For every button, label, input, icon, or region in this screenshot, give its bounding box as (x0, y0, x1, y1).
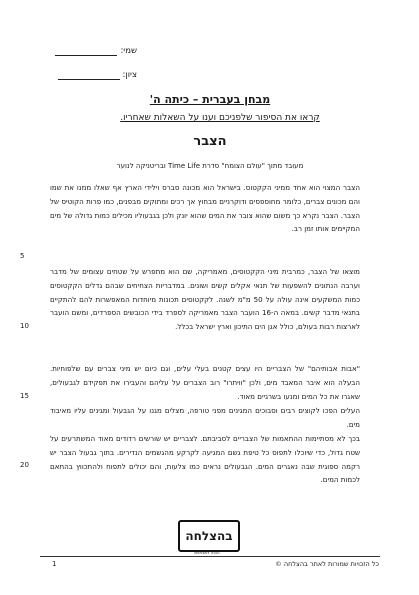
grade-label: ציון: (122, 70, 137, 80)
grade-line[interactable] (58, 71, 120, 80)
paragraph-2: מוצאו של הצבר, כמרבית מיני הקקטוסים, מאמריקה, שם הוא מתפרש על שטחים עצומים של מדבר וערבה הנתונים להשפעות של תנאי אקלים קשים ושונים. במדבריות הצחיחים שבהם גדלים הקקטוסים כמות המשקעים אינה עולה על 50 מ"מ לשנה. לקקטוסים תכונות מיוחדות המאפשרות להם להתקיים בתנאי מדבר קשים. במאה ה-16 הועבר הצבר מאמריקה לספרד בידי הכובשים הספרדים, ומשם הועבר לארצות רבות בעולם, כולל אגן הים התיכון וארץ ישראל בכלל. (50, 267, 361, 332)
instruction: קראו את הסיפור שלפניכם וענו על השאלות שאחריו. (120, 113, 320, 123)
name-field (55, 46, 137, 56)
line-number: 10 (20, 322, 29, 330)
paragraph-4: העלים הפכו לקוצים רבים וסבוכים המגינים מפני טורפה, מצלים מגנו על הגבעול ומגינים עליו מאיבוד מים. (50, 406, 360, 429)
paragraph-1: הצבר המצוי הוא אחד ממיני הקקטוס. בישראל הוא מכונה סברס וילידי הארץ אף שאלו ממנו את שמו והם מכונים צברים, כלומר מחוספסים ודוקרניים מבחוץ אך רכים ומתוקים מבפנים, כמו פרות הקוטיס של הצבר. הצבר נקרא כך משום שהוא צובר את המים שהוא יונק ולכן בגבעוליו מכילים כמות גדולה של מים המקיימים אותו זמן רב. (50, 183, 360, 234)
story-title: הצבר (193, 134, 227, 149)
paragraph-3: "אבות אבותיהם" של הצבריים היו עצים קטנים בעלי עלים, וגם כיום יש מיני צברים עם שלפוחיות. הבעלה הוא איבר המאבד מים, ולכן "וויתרו" רוב הצברים על עליהם והעבירו את תפקידם לגבעולים, שאגרו את כל המים ומנעו בשרגיים מאוד. (50, 364, 360, 401)
exam-title: מבחן בעברית – כיתה ה' (149, 93, 271, 106)
grade-field (58, 70, 137, 80)
footer-divider (40, 556, 380, 557)
paragraph-5: בכך לא מסתיימות ההתאמות של הצבריים לסביבתם. לצבריים יש שורשים רדודים מאוד המשתרעים על שטח גדול, כדי שיוכלו לתפוס כל טיפת גשם המגיעה לקרקע מהגשמים הנדירים. בתוך גבעול הצבר יש רקמה ספוגית שבה נאגרים המים. הגבעולים נראים כמו צלעות, והם יכולים לתפוח ולהתכווץ בהתאם לכמות המים. (50, 434, 360, 485)
story-source: מעובד מתוך "עולם הצומח" סדרת Time Life ובריטניקה לנוער (116, 162, 304, 170)
name-label: שמי: (120, 46, 137, 56)
footer-copyright: כל הזכויות שמורות לאתר בהצלחה © (275, 560, 379, 568)
logo-subtext: הכנה למבחנים (194, 550, 220, 555)
line-number: 15 (20, 392, 29, 400)
line-number: 20 (20, 461, 29, 469)
line-number: 5 (20, 252, 25, 260)
logo (178, 520, 240, 552)
page-number: 1 (52, 560, 57, 568)
logo-text: בהצלחה (185, 529, 233, 543)
name-line[interactable] (55, 47, 117, 56)
